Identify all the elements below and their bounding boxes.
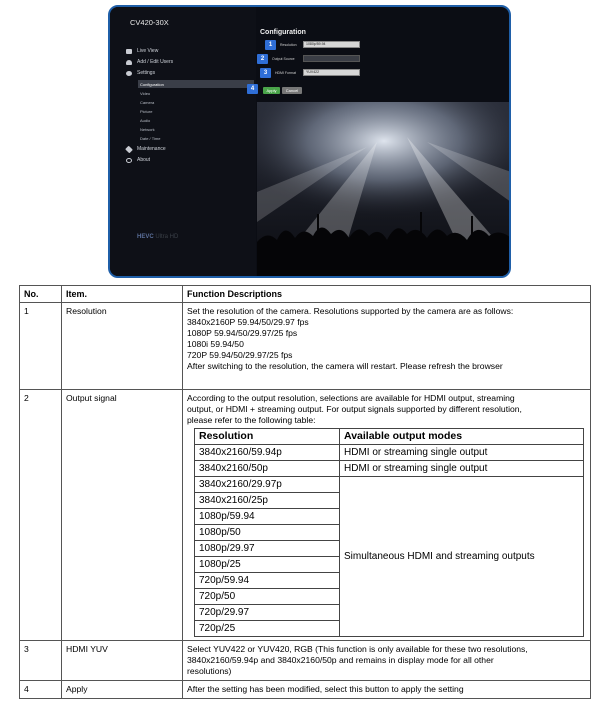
output-header-mode: Available output modes: [340, 429, 584, 445]
desc-line: please refer to the following table:: [187, 415, 316, 425]
camera-web-ui-screenshot: [108, 5, 511, 278]
desc-line: Set the resolution of the camera. Resolutions supported by the camera are as follows:: [187, 306, 514, 316]
desc-line: Select YUV422 or YUV420, RGB (This function is only available for these two resolutions,: [187, 644, 528, 654]
header-desc: Function Descriptions: [183, 286, 591, 303]
output-row: [195, 461, 584, 477]
resolution-label: Resolution: [280, 43, 297, 47]
output-res: 720p/29.97: [195, 605, 340, 621]
output-res: 3840x2160/50p: [195, 461, 340, 477]
row-desc: [183, 390, 591, 641]
row-desc: [183, 303, 591, 390]
wrench-icon: [125, 145, 133, 153]
row-item: Output signal: [62, 390, 183, 641]
table-row: [20, 681, 591, 699]
output-res: 1080p/29.97: [195, 541, 340, 557]
output-res: 720p/50: [195, 589, 340, 605]
row-no: 1: [20, 303, 62, 390]
callout-badge: 3: [260, 68, 271, 78]
output-mode-merged: [340, 477, 584, 637]
sidebar-item-label: Live View: [137, 48, 159, 54]
page-title: Configuration: [260, 29, 306, 36]
output-res: 3840x2160/29.97p: [195, 477, 340, 493]
row-item: Resolution: [62, 303, 183, 390]
sidebar-item-configuration[interactable]: Configuration: [140, 82, 164, 87]
row-no: 2: [20, 390, 62, 641]
hdmi-format-select[interactable]: YUV422: [303, 69, 360, 76]
table-row: [20, 641, 591, 681]
sidebar: [110, 7, 256, 276]
output-res: 720p/25: [195, 621, 340, 637]
output-res: 1080p/59.94: [195, 509, 340, 525]
sidebar-item-about[interactable]: [126, 157, 150, 163]
output-mode: HDMI or streaming single output: [340, 445, 584, 461]
live-preview-image: [257, 102, 511, 278]
function-description-table: [19, 285, 591, 699]
callout-badge: 1: [265, 40, 276, 50]
gear-icon: [126, 71, 132, 76]
hdmi-format-label: HDMI Format: [275, 71, 296, 75]
sidebar-item-label: About: [137, 157, 151, 163]
output-res: 1080p/50: [195, 525, 340, 541]
sidebar-item-audio[interactable]: Audio: [140, 118, 151, 123]
output-header-row: [195, 429, 584, 445]
header-no: No.: [20, 286, 62, 303]
desc-line: 1080i 59.94/50: [187, 339, 244, 349]
app-title: CV420-30X: [130, 18, 169, 27]
output-source-field[interactable]: [303, 55, 360, 62]
sidebar-item-live-view[interactable]: [126, 48, 158, 54]
cancel-button[interactable]: Cancel: [282, 87, 302, 94]
output-res: 3840x2160/59.94p: [195, 445, 340, 461]
output-source-label: Output Source: [272, 57, 295, 61]
table-row: [20, 303, 591, 390]
output-res: 1080p/25: [195, 557, 340, 573]
logo-suffix: Ultra HD: [155, 234, 179, 240]
desc-line: 3840x2160/59.94p and 3840x2160/50p and remains in display mode for all other: [187, 655, 494, 665]
callout-badge: 4: [247, 84, 258, 94]
header-item: Item.: [62, 286, 183, 303]
desc-line: 720P 59.94/50/29.97/25 fps: [187, 350, 293, 360]
desc-line: 3840x2160P 59.94/50/29.97 fps: [187, 317, 309, 327]
row-desc: [183, 641, 591, 681]
row-no: 3: [20, 641, 62, 681]
user-icon: [126, 60, 132, 65]
info-icon: [126, 158, 132, 163]
resolution-select[interactable]: 1080p/59.94: [303, 41, 360, 48]
apply-button[interactable]: Apply: [263, 87, 280, 94]
sidebar-item-date-time[interactable]: Date / Time: [140, 136, 161, 141]
sidebar-item-video[interactable]: Video: [140, 91, 151, 96]
row-item: HDMI YUV: [62, 641, 183, 681]
sidebar-item-network[interactable]: Network: [140, 127, 155, 132]
hevc-logo: [137, 234, 178, 240]
sidebar-item-maintenance[interactable]: [126, 146, 166, 152]
desc-line: resolutions): [187, 666, 232, 676]
desc-line: After the setting has been modified, select this button to apply the setting: [187, 684, 464, 694]
desc-line: output, or HDMI + streaming output. For output signals supported by different resolution,: [187, 404, 522, 414]
callout-badge: 2: [257, 54, 268, 64]
row-desc: [183, 681, 591, 699]
output-row: [195, 477, 584, 493]
sidebar-item-label: Add / Edit Users: [137, 59, 174, 65]
desc-line: According to the output resolution, selections are available for HDMI output, streaming: [187, 393, 515, 403]
table-row: [20, 390, 591, 641]
table-header-row: [20, 286, 591, 303]
sidebar-item-picture[interactable]: Picture: [140, 109, 153, 114]
output-header-res: Resolution: [195, 429, 340, 445]
output-row: [195, 445, 584, 461]
output-mode: HDMI or streaming single output: [340, 461, 584, 477]
merged-mode-text: Simultaneous HDMI and streaming outputs: [344, 550, 535, 562]
row-no: 4: [20, 681, 62, 699]
sidebar-item-label: Maintenance: [137, 146, 166, 152]
sidebar-item-settings[interactable]: [126, 70, 155, 76]
sidebar-item-label: Settings: [137, 70, 156, 76]
sidebar-item-camera[interactable]: Camera: [140, 100, 155, 105]
row-item: Apply: [62, 681, 183, 699]
desc-line: 1080P 59.94/50/29.97/25 fps: [187, 328, 298, 338]
output-res: 720p/59.94: [195, 573, 340, 589]
output-mode-table: [194, 428, 584, 637]
people-icon: [126, 49, 132, 54]
desc-line: After switching to the resolution, the camera will restart. Please refresh the browser: [187, 361, 503, 371]
logo-brand: HEVC: [137, 234, 154, 240]
output-res: 3840x2160/25p: [195, 493, 340, 509]
sidebar-item-users[interactable]: [126, 59, 173, 65]
